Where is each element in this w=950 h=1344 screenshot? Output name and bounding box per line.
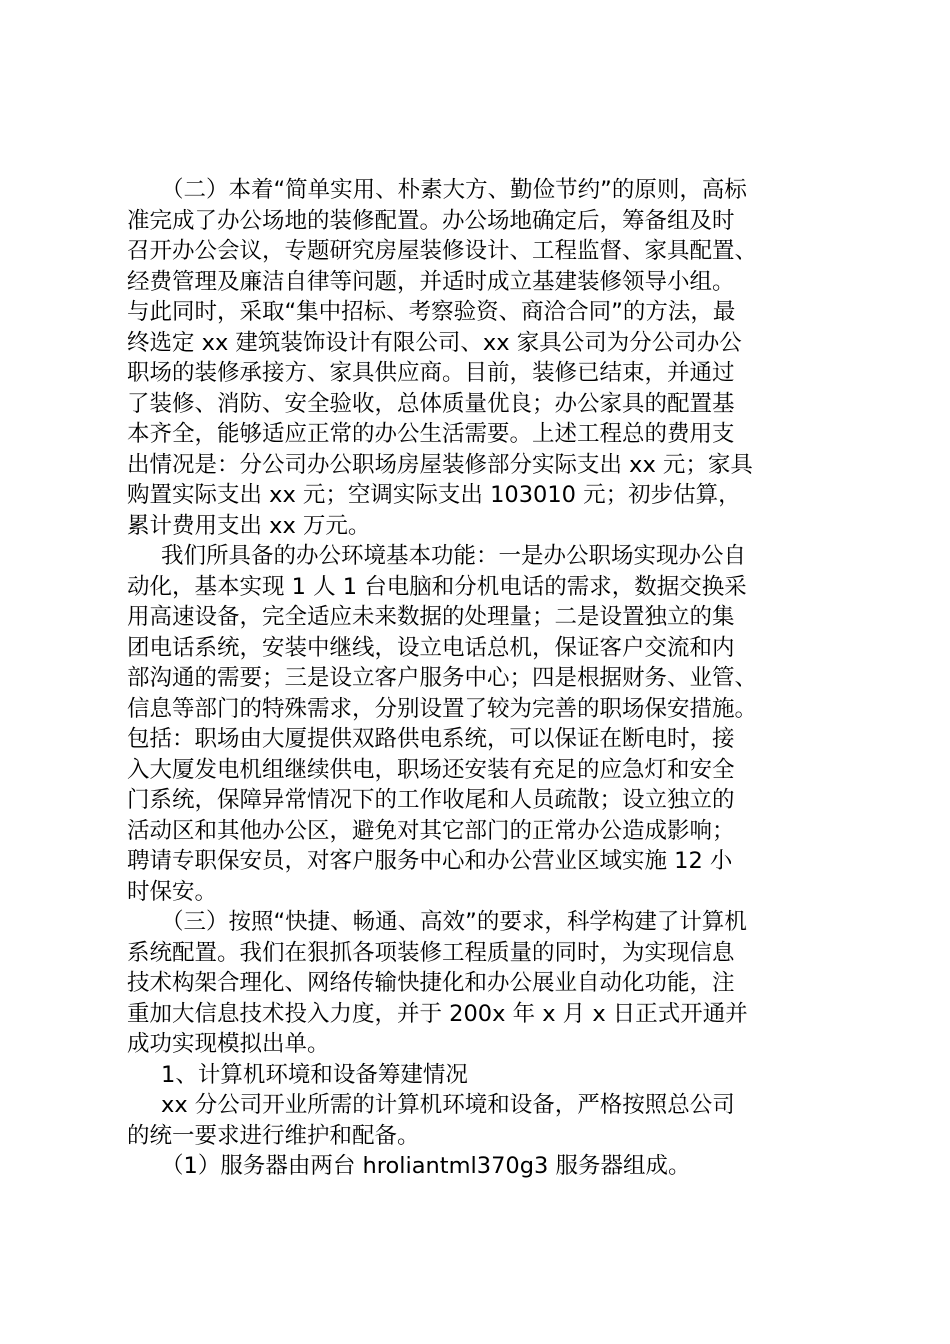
text-line: 动化，基本实现 1 人 1 台电脑和分机电话的需求，数据交换采 [127,573,747,600]
text-line: 用高速设备，完全适应未来数据的处理量；二是设置独立的集 [127,604,735,630]
text-line: 累计费用支出 xx 万元。 [127,512,371,539]
text-line: 的统一要求进行维护和配备。 [127,1122,420,1149]
text-line: 成功实现模拟出单。 [127,1031,330,1057]
text-line: 职场的装修承接方、家具供应商。目前，装修已结束，并通过 [127,360,735,386]
text-line: 时保安。 [127,878,218,905]
text-line: 部沟通的需要；三是设立客户服务中心；四是根据财务、业管、 [127,665,758,691]
text-line: 门系统，保障异常情况下的工作收尾和人员疏散；设立独立的 [127,787,735,813]
text-line: 购置实际支出 xx 元；空调实际支出 103010 元；初步估算， [127,482,741,508]
text-line: 经费管理及廉洁自律等问题，并适时成立基建装修领导小组。 [127,268,735,295]
text-line: 活动区和其他办公区，避免对其它部门的正常办公造成影响； [127,817,735,844]
text-line: 准完成了办公场地的装修配置。办公场地确定后，筹备组及时 [127,207,735,234]
text-line: 本齐全，能够适应正常的办公生活需要。上述工程总的费用支 [127,421,735,447]
text-line: 聘请专职保安员，对客户服务中心和办公营业区域实施 12 小 [127,848,733,874]
text-line: 与此同时，采取“集中招标、考察验资、商洽合同”的方法，最 [127,299,736,325]
text-line: 重加大信息技术投入力度，并于 200x 年 x 月 x 日正式开通并 [127,1000,748,1027]
text-line: 了装修、消防、安全验收，总体质量优良；办公家具的配置基 [127,390,735,417]
text-line: 系统配置。我们在狠抓各项装修工程质量的同时，为实现信息 [127,939,735,966]
text-line: （三）按照“快捷、畅通、高效”的要求，科学构建了计算机 [161,909,747,935]
text-line: 包括：职场由大厦提供双路供电系统，可以保证在断电时，接 [127,726,735,752]
text-line: 入大厦发电机组继续供电，职场还安装有充足的应急灯和安全 [127,756,735,783]
text-line: xx 分公司开业所需的计算机环境和设备，严格按照总公司 [161,1092,735,1118]
text-line: 终选定 xx 建筑装饰设计有限公司、xx 家具公司为分公司办公 [127,329,742,356]
text-line: 团电话系统，安装中继线，设立电话总机，保证客户交流和内 [127,634,735,661]
text-line: 技术构架合理化、网络传输快捷化和办公展业自动化功能，注 [127,970,735,996]
text-line: 1、计算机环境和设备筹建情况 [161,1061,468,1088]
text-line: 出情况是：分公司办公职场房屋装修部分实际支出 xx 元；家具 [127,451,753,478]
text-line: （二）本着“简单实用、朴素大方、勤俭节约”的原则，高标 [161,177,747,203]
text-line: （1）服务器由两台 hroliantml370g3 服务器组成。 [161,1153,691,1179]
text-line: 我们所具备的办公环境基本功能：一是办公职场实现办公自 [161,543,747,569]
text-line: 信息等部门的特殊需求，分别设置了较为完善的职场保安措施。 [127,695,758,722]
document-body [127,175,837,1182]
text-line: 召开办公会议，专题研究房屋装修设计、工程监督、家具配置、 [127,238,758,264]
